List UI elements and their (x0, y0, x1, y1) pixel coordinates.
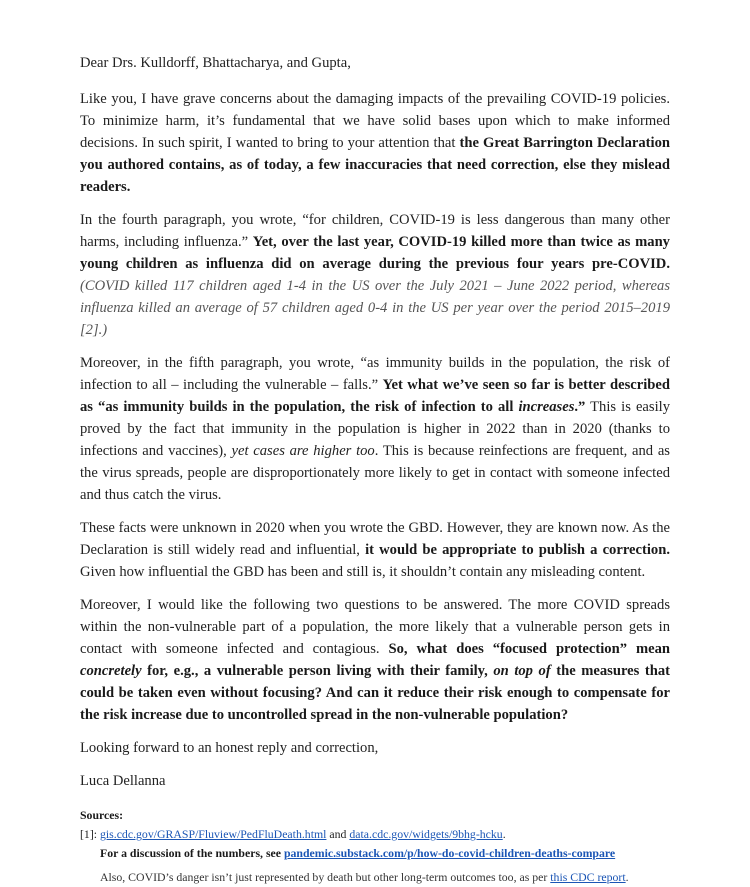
source-ref-1: [1]: gis.cdc.gov/GRASP/Fluview/PedFluDeath.html and data.cdc.gov/widgets/9bhg-hcku. (80, 827, 506, 841)
discussion-note: For a discussion of the numbers, see pandemic.substack.com/p/how-do-covid-children-deaths-compare (100, 846, 616, 860)
paragraph-2: In the fourth paragraph, you wrote, “for children, COVID-19 is less dangerous than many other harms, including influenza.” Yet, over the last year, COVID-19 killed more than twice as many young children as influenza did on average during the previous four years pre-COVID. (COVID killed 117 children aged 1-4 in the US over the July 2021 – June 2022 period, whereas influenza killed an average of 57 children aged 0-4 in the US per year over the period 2015–2019 [2].) (80, 212, 670, 338)
substack-link[interactable]: pandemic.substack.com/p/how-do-covid-children-deaths-compare (283, 846, 616, 860)
sources-section (80, 806, 670, 887)
salutation: Dear Drs. Kulldorff, Bhattacharya, and Gupta, (80, 55, 351, 71)
also-note: Also, COVID’s danger isn’t just represented by death but other long-term outcomes too, as per this CDC report. (100, 870, 629, 884)
paragraph-4: These facts were unknown in 2020 when you wrote the GBD. However, they are known now. As the Declaration is still widely read and influential, it would be appropriate to publish a correction. Given how influential the GBD has been and still is, it shouldn’t contain any misleading content. (80, 520, 670, 580)
paragraph-3: Moreover, in the fifth paragraph, you wrote, “as immunity builds in the population, the risk of infection to all – including the vulnerable – falls.” Yet what we’ve seen so far is better described as “as immunity builds in the population, the risk of infection to all increases.” This is easily proved by the fact that immunity in the population is higher in 2022 than in 2020 (thanks to infections and vaccines), yet cases are higher too. This is because reinfections are frequent, and as the virus spreads, people are disproportionately more likely to get in contact with someone infected and thus catch the virus. (80, 355, 670, 503)
sources-heading: Sources: (80, 808, 124, 822)
paragraph-1: Like you, I have grave concerns about the damaging impacts of the prevailing COVID-19 policies. To minimize harm, it’s fundamental that we have solid bases upon which to make informed decisions. In such spirit, I wanted to bring to your attention that the Great Barrington Declaration you authored contains, as of today, a few inaccuracies that need correction, else they mislead readers. (80, 91, 670, 195)
closing-line: Looking forward to an honest reply and correction, (80, 740, 379, 756)
cdc-report-link[interactable]: this CDC report (550, 870, 626, 884)
cdc-fluview-link[interactable]: gis.cdc.gov/GRASP/Fluview/PedFluDeath.html (99, 827, 327, 841)
cdc-data-link[interactable]: data.cdc.gov/widgets/9bhg-hcku (349, 827, 503, 841)
paragraph-5: Moreover, I would like the following two questions to be answered. The more COVID spreads within the non-vulnerable part of a population, the more likely that a vulnerable person gets in contact with someone infected and contagious. So, what does “focused protection” mean concretely for, e.g., a vulnerable person living with their family, on top of the measures that could be taken even without focusing? And can it reduce their risk enough to compensate for the risk increase due to uncontrolled spread in the non-vulnerable population? (80, 597, 671, 723)
signature: Luca Dellanna (80, 773, 166, 789)
